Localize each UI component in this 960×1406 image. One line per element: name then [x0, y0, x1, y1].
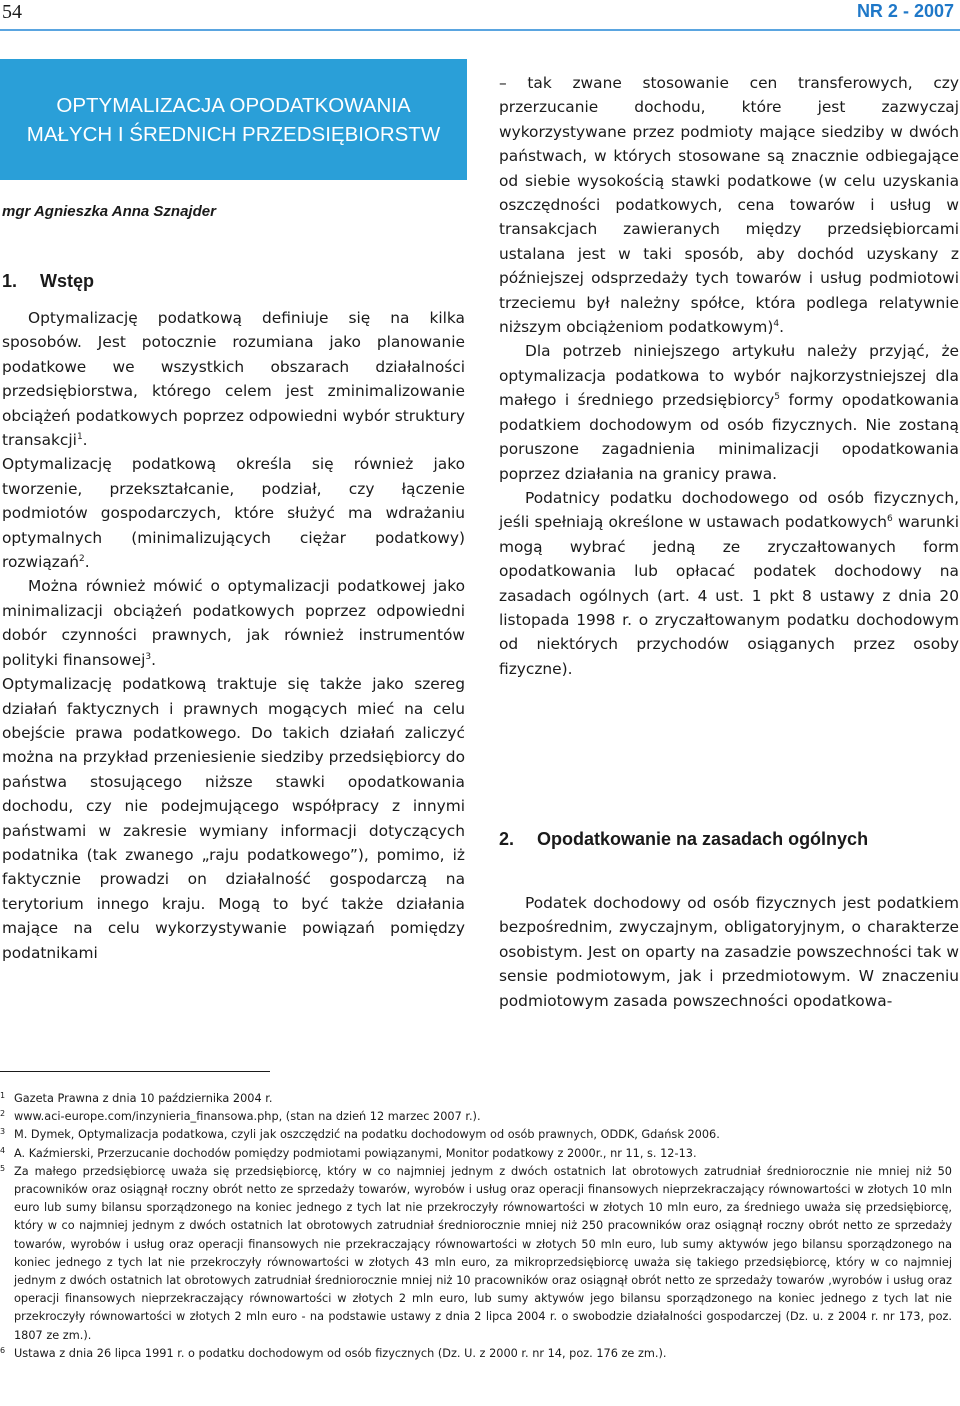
footnote-ref: 3 [145, 651, 152, 662]
paragraph-text: Optymalizację podatkową traktuje się także jako szereg działań faktycznych i prawnych mogących mieć na celu obejście prawa podatkowego. Do takich działań zaliczyć można na przykład przeniesienie siedziby przedsiębiorcy do państwa stosującego niższe stawki opodatkowania dochodu, czy nie podejmującego współpracy z innymi państwami w zakresie wymiany informacji dotyczących podatnika (tak zwanego „raju podatkowego”), pomimo, iż faktycznie prowadzi on działalność gospodarczą na terytorium innego kraju. Mogą to być także działania mające na celu wykorzystywanie powiązań pomiędzy podatnikami [2, 675, 465, 962]
left-column-body [2, 306, 465, 965]
footnote-number: 5 [0, 1163, 6, 1173]
paragraph-tail: warunki mogą wybrać jedną ze zryczałtowanych form opodatkowania lub opłacać podatek dochodowy na zasadach ogólnych (art. 4 ust. 1 pkt 8 ustawy z dnia 20 listopada 1998 r. o zryczałtowanym podatku dochodowym od niektórych przychodów osiąganych przez osoby fizyczne). [499, 513, 959, 678]
paragraph-tail: formy opodatkowania podatkiem dochodowym od osób fizycznych. Nie zostaną poruszone zagadnienia minimalizacji opodatkowania poprzez działania na granicy prawa. [499, 391, 959, 483]
paragraph-tail: . [151, 650, 157, 669]
footnote [0, 1163, 952, 1345]
article-title: OPTYMALIZACJA OPODATKOWANIA MAŁYCH I ŚREDNICH PRZEDSIĘBIORSTW [26, 93, 441, 146]
footnote [0, 1108, 952, 1126]
footnote-ref: 5 [774, 392, 780, 403]
section-number: 2. [499, 829, 515, 849]
footnote-number: 1 [0, 1091, 6, 1100]
section-heading-introduction [2, 271, 94, 292]
paragraph [2, 452, 465, 574]
paragraph [2, 574, 465, 672]
footnote-ref: 4 [773, 318, 780, 329]
footnote-ref: 6 [887, 514, 893, 525]
footnote-text: A. Kaźmierski, Przerzucanie dochodów pomiędzy podmiotami powiązanymi, Monitor podatkowy z 2000r., nr 11, s. 12-13. [14, 1146, 697, 1160]
footnote [0, 1145, 952, 1163]
paragraph-text: Podatnicy podatku dochodowego od osób fizycznych, jeśli spełniają określone w ustawach podatkowych [499, 488, 959, 532]
section-heading-general-rules [499, 829, 868, 850]
paragraph-tail: . [82, 431, 88, 450]
footnote-number: 6 [0, 1345, 6, 1355]
footnote-ref: 1 [76, 431, 83, 442]
footnote [0, 1345, 952, 1363]
paragraph [2, 672, 465, 965]
paragraph [499, 891, 959, 1013]
footnote-text: Ustawa z dnia 26 lipca 1991 r. o podatku dochodowym od osób fizycznych (Dz. U. z 2000 r. nr 14, poz. 176 ze zm.). [14, 1346, 667, 1360]
paragraph [2, 306, 465, 452]
footnote-number: 2 [0, 1109, 6, 1119]
footnote-text: www.aci-europe.com/inzynieria_finansowa.php, (stan na dzień 12 marzec 2007 r.). [14, 1110, 481, 1124]
paragraph-tail: . [84, 553, 90, 572]
running-header [0, 0, 960, 24]
issue-label: NR 2 - 2007 [856, 1, 954, 21]
footnote-text: Za małego przedsiębiorcę uważa się przedsiębiorcę, który w co najmniej jednym z dwóch ostatnich lat obrotowych zatrudniał średniorocznie nie mniej niż 50 pracowników oraz osiągnął roczny obrót netto ze sprzedaży towarów, wyrobów i usług oraz operacji finansowych nieprzekraczający równowartości w złotych 10 mln euro lub sumy bilansu sporządzonego na koniec jednego z tych lat nie przekroczyły równowartości w złotych 10 mln euro, za średniego uważa się przedsiębiorcę, który w co najmniej jednym z dwóch ostatnich lat obrotowych zatrudniał średniorocznie mniej niż 250 pracowników oraz osiągnął roczny obrót netto ze sprzedaży towarów, wyrobów i usług oraz operacji finansowych nie przekraczający równowartości w złotych 50 mln euro, lub sumy aktywów jego bilansu sporządzonego na koniec jednego z tych lat nie przekroczyły równowartości w złotych 43 mln euro, za mikroprzedsiębiorcę uważa się takiego przedsiębiorcę, który w co najmniej jednym z dwóch ostatnich lat obrotowych zatrudniał średniorocznie mniej niż 10 pracowników oraz osiągnął obrót netto ze sprzedaży towarów ,wyrobów i usług oraz operacji finansowych nieprzekraczający równowartości w złotych 2 mln euro, lub sumy aktywów jego bilansu sporządzonego na koniec jednego z tych lat nie przekroczyły równowartości w złotych 2 mln euro - na podstawie ustawy z dnia 2 lipca 2004 r. o swobodzie działalności gospodarczej (Dz. u. z 2004 r. nr 173, poz. 1807 ze zm.). [14, 1164, 952, 1342]
paragraph-text: Dla potrzeb niniejszego artykułu należy przyjąć, że optymalizacja podatkowa to wybór najkorzystniejszej dla małego i średniego przedsiębiorcy [499, 342, 959, 410]
footnote-number: 4 [0, 1145, 6, 1155]
right-column-body [499, 71, 959, 681]
author-name: mgr Agnieszka Anna Sznajder [2, 203, 216, 220]
article-title-box [0, 59, 467, 180]
paragraph [499, 486, 959, 681]
footnote-divider [0, 1071, 270, 1072]
section-title: Wstęp [40, 271, 94, 291]
footnote-number: 3 [0, 1127, 6, 1137]
section-title: Opodatkowanie na zasadach ogólnych [537, 829, 869, 849]
footnote [0, 1126, 952, 1144]
footnote-text: M. Dymek, Optymalizacja podatkowa, czyli jak oszczędzić na podatku dochodowym od osób prawnych, ODDK, Gdańsk 2006. [14, 1128, 720, 1142]
paragraph-text: – tak zwane stosowanie cen transferowych, czy przerzucanie dochodu, które jest zazwyczaj wykorzystywane przez podmioty mające siedziby w dwóch państwach, w których stosowane są znacznie odbiegające od siebie wysokością stawki podatkowe (w celu uzyskania oszczędności podatkowych, cena towarów i usług w transakcjach zawieranych między przedsiębiorcami ustalana jest w taki sposób, aby dochód uzyskany z późniejszej odsprzedaży tych towarów i usług podmiotowi trzeciemu był należny spółce, która podlega relatywnie niższym obciążeniom podatkowym) [499, 74, 959, 337]
paragraph-tail: . [779, 318, 784, 337]
paragraph-text: Optymalizację podatkową określa się również jako tworzenie, przekształcanie, podział, czy łączenie podmiotów gospodarczych, które służyć ma wdrażaniu optymalnych (minimalizujących ciężar podatkowy) rozwiązań [2, 455, 465, 572]
footnote [0, 1090, 952, 1108]
paragraph-text: Można również mówić o optymalizacji podatkowej jako minimalizacji obciążeń podatkowych poprzez odpowiedni dobór czynności prawnych, jak również instrumentów polityki finansowej [2, 577, 465, 669]
paragraph [499, 71, 959, 339]
page-number: 54 [2, 1, 22, 23]
footnote-ref: 2 [79, 553, 85, 564]
paragraph-text: Optymalizację podatkową definiuje się na kilka sposobów. Jest potocznie rozumiana jako planowanie podatkowe we wszystkich obszarach działalności przedsiębiorstwa, którego celem jest zminimalizowanie obciążeń podatkowych poprzez odpowiedni wybór struktury transakcji [2, 309, 465, 450]
right-column-body-continued [499, 891, 959, 1013]
footnote-text: Gazeta Prawna z dnia 10 października 2004 r. [14, 1092, 273, 1105]
section-number: 1. [2, 271, 18, 291]
footnotes [0, 1090, 952, 1363]
header-divider [0, 29, 960, 31]
paragraph-text: Podatek dochodowy od osób fizycznych jest podatkiem bezpośrednim, zwyczajnym, obligatoryjnym, o charakterze osobistym. Jest on oparty na zasadzie powszechności tak w sensie podmiotowym, jak i przedmiotowym. W znaczeniu podmiotowym zasada powszechności opodatkowa- [499, 894, 959, 1010]
paragraph [499, 339, 959, 485]
